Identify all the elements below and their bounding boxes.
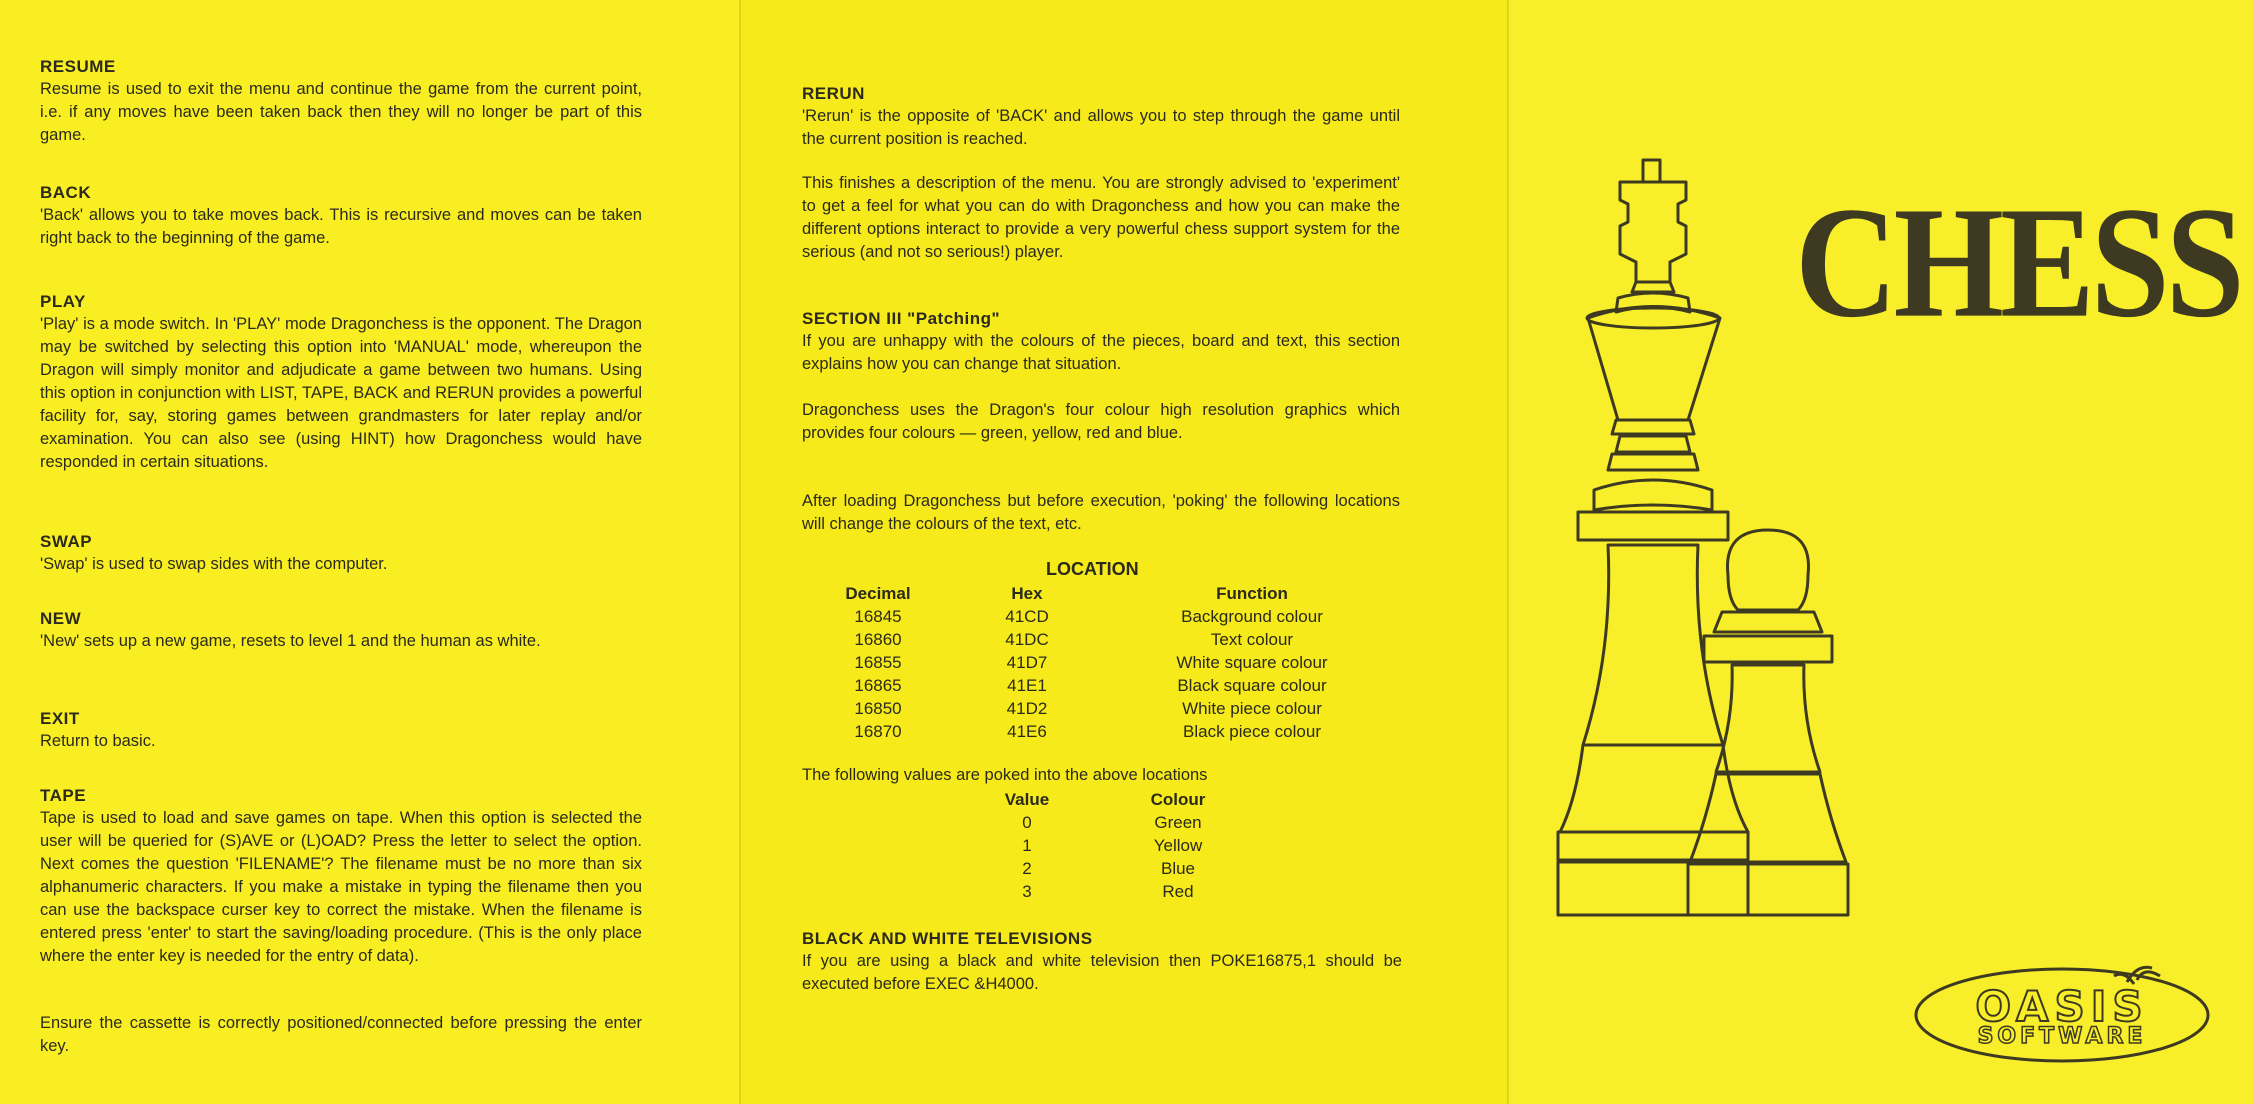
section-text: 'Back' allows you to take moves back. This is recursive and moves can be taken right back to the beginning of the game. bbox=[40, 206, 642, 247]
section-new bbox=[40, 607, 642, 653]
section-title: BLACK AND WHITE TELEVISIONS bbox=[802, 929, 1093, 948]
table-header: Hex bbox=[1011, 584, 1043, 603]
section-exit bbox=[40, 707, 642, 753]
table-cell: 41D2 bbox=[1006, 699, 1048, 718]
table-header: Colour bbox=[1150, 790, 1206, 809]
table-cell: Blue bbox=[1160, 859, 1196, 878]
section-text: The following values are poked into the above locations bbox=[802, 766, 1208, 784]
section-patching bbox=[802, 307, 1400, 376]
table-cell: 41CD bbox=[1005, 607, 1049, 626]
table-cell: 0 bbox=[1022, 813, 1032, 832]
table-header: Decimal bbox=[845, 584, 911, 603]
table-cell: 16865 bbox=[854, 676, 902, 695]
table-cell: 16845 bbox=[854, 607, 902, 626]
table-cell: Red bbox=[1162, 882, 1194, 901]
chess-pieces-illustration bbox=[1508, 0, 2253, 1104]
section-text: If you are using a black and white television then POKE16875,1 should be executed before EXEC &H4000. bbox=[802, 952, 1402, 993]
table-cell: 1 bbox=[1022, 836, 1032, 855]
table-cell: 41E1 bbox=[1007, 676, 1047, 695]
section-graphics bbox=[802, 399, 1400, 445]
section-text: Dragonchess uses the Dragon's four colour high resolution graphics which provides four colours — green, yellow, red and blue. bbox=[802, 401, 1400, 442]
table-cell: 41D7 bbox=[1006, 653, 1048, 672]
oasis-software-logo bbox=[1912, 960, 2212, 1065]
section-swap bbox=[40, 530, 642, 576]
section-title: SECTION III "Patching" bbox=[802, 309, 1001, 328]
section-rerun bbox=[802, 82, 1400, 151]
section-ensure bbox=[40, 1012, 642, 1058]
table-cell: Black square colour bbox=[1177, 676, 1327, 695]
values-intro bbox=[802, 764, 1400, 787]
table-cell: Black piece colour bbox=[1183, 722, 1321, 741]
section-text: Ensure the cassette is correctly positioned/connected before pressing the enter key. bbox=[40, 1014, 642, 1055]
table-cell: Yellow bbox=[1153, 836, 1203, 855]
table-cell: 16850 bbox=[854, 699, 902, 718]
table-cell: White square colour bbox=[1176, 653, 1328, 672]
fold-line-left bbox=[739, 0, 741, 1104]
section-resume bbox=[40, 55, 642, 147]
section-title: PLAY bbox=[40, 292, 86, 311]
king-icon bbox=[1558, 160, 1748, 915]
section-title: EXIT bbox=[40, 709, 80, 728]
section-text: Tape is used to load and save games on tape. When this option is selected the user will be queried for (S)AVE or (L)OAD? Press the letter to select the option. Next comes the question 'FILENAME'? The filename must be no more than six alphanumeric characters. If you make a mistake in typing the filename then you can use the backspace curser key to correct the mistake. When the filename is entered press 'enter' to start the saving/loading procedure. (This is the only place where the enter key is needed for the entry of data). bbox=[40, 809, 642, 965]
section-back bbox=[40, 181, 642, 250]
section-title: RESUME bbox=[40, 57, 116, 76]
table-cell: Background colour bbox=[1181, 607, 1323, 626]
section-tape bbox=[40, 784, 642, 968]
table-cell: 41E6 bbox=[1007, 722, 1047, 741]
table-cell: 16860 bbox=[854, 630, 902, 649]
logo-top-text: OASIS bbox=[1975, 982, 2149, 1031]
section-text: 'Rerun' is the opposite of 'BACK' and allows you to step through the game until the current position is reached. bbox=[802, 107, 1400, 148]
table-cell: 3 bbox=[1022, 882, 1032, 901]
section-text: 'Swap' is used to swap sides with the computer. bbox=[40, 555, 388, 573]
pawn-icon bbox=[1688, 530, 1848, 915]
section-poking bbox=[802, 490, 1400, 536]
section-title: TAPE bbox=[40, 786, 87, 805]
table-cell: White piece colour bbox=[1182, 699, 1322, 718]
cover-title: CHESS bbox=[1795, 173, 2241, 351]
section-title: NEW bbox=[40, 609, 82, 628]
table-cell: Green bbox=[1154, 813, 1202, 832]
section-text: Return to basic. bbox=[40, 732, 156, 750]
section-text: After loading Dragonchess but before execution, 'poking' the following locations will change the colours of the text, etc. bbox=[802, 492, 1400, 533]
table-cell: 41DC bbox=[1005, 630, 1049, 649]
section-finish bbox=[802, 172, 1400, 264]
table-header: Function bbox=[1216, 584, 1288, 603]
section-bw bbox=[802, 927, 1402, 996]
logo-bottom-text: SOFTWARE bbox=[1977, 1024, 2147, 1049]
section-text: This finishes a description of the menu. You are strongly advised to 'experiment' to get a feel for what you can do with Dragonchess and how you can make the different options interact to provide a very powerful chess support system for the serious (and not so serious!) player. bbox=[802, 174, 1400, 261]
table-header: Value bbox=[1004, 790, 1050, 809]
table-cell: 16870 bbox=[854, 722, 902, 741]
section-text: If you are unhappy with the colours of the pieces, board and text, this section explains how you can change that situation. bbox=[802, 332, 1400, 373]
section-title: SWAP bbox=[40, 532, 93, 551]
section-text: 'New' sets up a new game, resets to level 1 and the human as white. bbox=[40, 632, 541, 650]
section-title: BACK bbox=[40, 183, 92, 202]
section-title: RERUN bbox=[802, 84, 865, 103]
section-play bbox=[40, 290, 642, 474]
table-cell: 2 bbox=[1022, 859, 1032, 878]
table-cell: 16855 bbox=[854, 653, 902, 672]
section-text: 'Play' is a mode switch. In 'PLAY' mode Dragonchess is the opponent. The Dragon may be switched by selecting this option into 'MANUAL' mode, whereupon the Dragon will simply monitor and adjudicate a game between two humans. Using this option in conjunction with LIST, TAPE, BACK and RERUN provides a powerful facility for, say, storing games between grandmasters for later replay and/or examination. You can also see (using HINT) how Dragonchess would have responded in certain situations. bbox=[40, 315, 642, 471]
section-text: Resume is used to exit the menu and continue the game from the current point, i.e. if any moves have been taken back then they will no longer be part of this game. bbox=[40, 80, 642, 144]
location-table-title: LOCATION bbox=[1046, 559, 1139, 579]
table-cell: Text colour bbox=[1210, 630, 1294, 649]
